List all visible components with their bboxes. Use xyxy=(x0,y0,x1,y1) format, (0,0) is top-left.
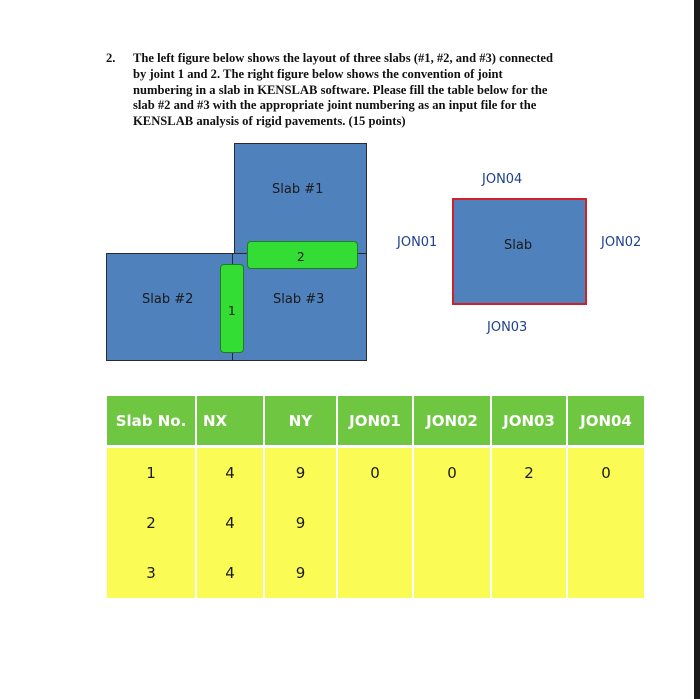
cell-jon03: 2 xyxy=(491,447,567,499)
page-edge-bar xyxy=(694,0,700,699)
question-line: slab #2 and #3 with the appropriate joint numbering as an input file for the xyxy=(133,98,537,113)
header-jon01: JON01 xyxy=(337,396,413,447)
jon01-label: JON01 xyxy=(397,235,438,250)
cell-ny: 9 xyxy=(264,447,337,499)
slab-1-label: Slab #1 xyxy=(272,182,324,197)
slab-input-table xyxy=(107,396,644,598)
convention-slab-label: Slab xyxy=(504,238,533,253)
jon03-label: JON03 xyxy=(487,320,528,335)
header-ny: NY xyxy=(264,396,337,447)
cell-nx: 4 xyxy=(196,498,264,548)
table-row xyxy=(107,498,644,548)
cell-slab-no: 2 xyxy=(107,498,196,548)
cell-ny: 9 xyxy=(264,548,337,598)
question-line: numbering in a slab in KENSLAB software. Please fill the table below for the xyxy=(133,82,548,97)
slab-3-label: Slab #3 xyxy=(273,292,325,307)
question-line: KENSLAB analysis of rigid pavements. (15 points) xyxy=(133,114,406,129)
header-jon04: JON04 xyxy=(567,396,644,447)
slab-2-label: Slab #2 xyxy=(142,292,194,307)
jon02-label: JON02 xyxy=(601,235,642,250)
slab-2 xyxy=(106,253,234,361)
cell-jon03[interactable] xyxy=(491,548,567,598)
question-text xyxy=(133,51,608,130)
header-jon03: JON03 xyxy=(491,396,567,447)
cell-jon01: 0 xyxy=(337,447,413,499)
cell-jon04[interactable] xyxy=(567,498,644,548)
cell-ny: 9 xyxy=(264,498,337,548)
table-row xyxy=(107,447,644,499)
question-number: 2. xyxy=(106,51,116,65)
header-nx: NX xyxy=(196,396,264,447)
jon04-label: JON04 xyxy=(482,172,523,187)
cell-slab-no: 1 xyxy=(107,447,196,499)
cell-nx: 4 xyxy=(196,447,264,499)
question-line: The left figure below shows the layout of three slabs (#1, #2, and #3) connected xyxy=(133,51,554,65)
slab-3 xyxy=(232,253,367,361)
cell-jon03[interactable] xyxy=(491,498,567,548)
cell-nx: 4 xyxy=(196,548,264,598)
table-row xyxy=(107,548,644,598)
slab-1 xyxy=(234,143,367,255)
cell-jon04[interactable] xyxy=(567,548,644,598)
cell-jon02[interactable] xyxy=(413,548,491,598)
joint-1-label: 1 xyxy=(228,304,236,318)
cell-jon04: 0 xyxy=(567,447,644,499)
cell-jon01[interactable] xyxy=(337,548,413,598)
question-line: by joint 1 and 2. The right figure below shows the convention of joint xyxy=(133,66,503,81)
header-slab-no: Slab No. xyxy=(107,396,196,447)
cell-slab-no: 3 xyxy=(107,548,196,598)
table-header-row xyxy=(107,396,644,447)
joint-2-label: 2 xyxy=(297,250,305,264)
cell-jon01[interactable] xyxy=(337,498,413,548)
cell-jon02: 0 xyxy=(413,447,491,499)
cell-jon02[interactable] xyxy=(413,498,491,548)
header-jon02: JON02 xyxy=(413,396,491,447)
